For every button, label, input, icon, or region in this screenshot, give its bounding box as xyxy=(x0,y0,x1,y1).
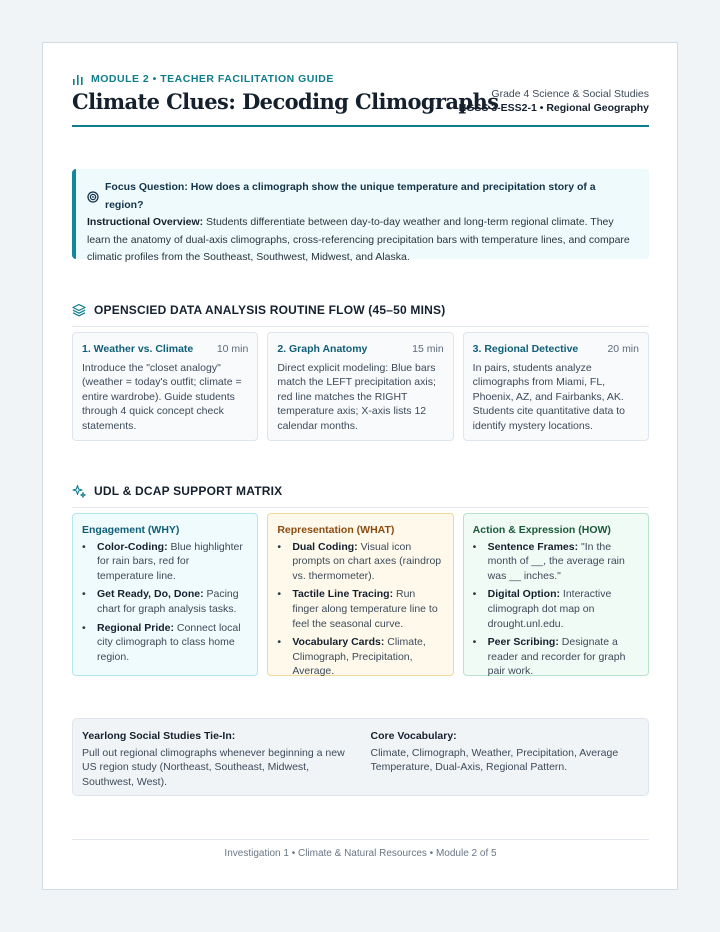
eyebrow-text: MODULE 2 • TEACHER FACILITATION GUIDE xyxy=(91,73,334,85)
list-item xyxy=(277,587,443,631)
item-label: Color-Coding: xyxy=(97,540,168,553)
item-text: Connect local city climograph to class home region. xyxy=(97,621,241,663)
udl-engagement-column xyxy=(72,513,258,676)
instructional-overview xyxy=(87,214,637,267)
udl-heading-text: UDL & DCAP SUPPORT MATRIX xyxy=(94,484,283,498)
list-item xyxy=(473,540,639,584)
card-text: In pairs, students analyze climographs from Miami, FL, Phoenix, AZ, and Fairbanks, AK. Students cite quantitative data to identify mystery locations. xyxy=(472,361,626,432)
layers-icon xyxy=(72,303,86,317)
card-title: 1. Weather vs. Climate xyxy=(82,343,194,355)
routine-card xyxy=(267,332,453,441)
focus-question-text: Focus Question: How does a climograph show the unique temperature and precipitation story of a region? xyxy=(105,181,596,211)
list-item xyxy=(277,540,443,584)
routine-card xyxy=(72,332,258,441)
page-header xyxy=(72,71,649,127)
module-eyebrow xyxy=(72,73,334,85)
page-title: Climate Clues: Decoding Climographs xyxy=(72,89,499,114)
item-text: Run finger along temperature line to feel the seasonal curve. xyxy=(292,588,438,630)
item-text: Blue highlighter for rain bars, red for temperature line. xyxy=(97,540,243,582)
tie-in-box xyxy=(72,718,649,796)
card-text: Introduce the "closet analogy" (weather = today's outfit; climate = entire wardrobe). Guide students through 4 quick concept check statements. xyxy=(82,361,242,432)
card-title: 2. Graph Anatomy xyxy=(277,343,368,355)
grade-label: Grade 4 Science & Social Studies xyxy=(491,88,649,100)
column-title: Action & Expression (HOW) xyxy=(472,524,611,536)
page-footer: Investigation 1 • Climate & Natural Resources • Module 2 of 5 xyxy=(72,839,649,859)
routine-cards xyxy=(72,332,649,441)
item-label: Dual Coding: xyxy=(292,540,358,553)
item-text: Visual icon prompts on chart axes (raindrop vs. thermometer). xyxy=(292,540,442,582)
udl-matrix xyxy=(72,513,649,676)
list-item xyxy=(82,587,248,616)
vocabulary-text: Climate, Climograph, Weather, Precipitation, Average Temperature, Dual-Axis, Regional Pattern. xyxy=(370,746,619,774)
routine-heading-text: OPENSCIED DATA ANALYSIS ROUTINE FLOW (45–50 MINS) xyxy=(94,303,446,317)
column-title: Representation (WHAT) xyxy=(277,524,395,536)
card-time: 20 min xyxy=(607,343,639,355)
sparkles-icon xyxy=(72,484,86,498)
target-icon xyxy=(87,191,99,203)
card-text: Direct explicit modeling: Blue bars match the LEFT precipitation axis; red line matches the RIGHT temperature axis; X-axis lists 12 calendar months. xyxy=(277,361,436,432)
item-label: Sentence Frames: xyxy=(487,540,579,553)
overview-text: Students differentiate between day-to-day weather and long-term regional climate. They learn the anatomy of dual-axis climographs, cross-referencing precipitation bars with temperature lines, and compare climatic profiles from the Southeast, Southwest, Midwest, and Alaska. xyxy=(87,216,630,263)
column-title: Engagement (WHY) xyxy=(82,524,180,536)
list-item xyxy=(82,540,248,584)
tie-in-text: Pull out regional climographs whenever beginning a new US region study (Northeast, Southeast, Midwest, Southwest, West). xyxy=(82,746,345,788)
udl-action-column xyxy=(463,513,649,676)
list-item xyxy=(473,635,639,679)
item-label: Peer Scribing: xyxy=(487,636,559,649)
item-label: Vocabulary Cards: xyxy=(292,636,385,649)
item-text: "In the month of __, the average rain was __ inches." xyxy=(487,540,625,582)
focus-question xyxy=(87,179,637,214)
overview-label: Instructional Overview: xyxy=(87,216,204,228)
item-text: Pacing chart for graph analysis tasks. xyxy=(97,588,239,615)
card-time: 10 min xyxy=(216,343,249,355)
item-text: Climate, Climograph, Precipitation, Average. xyxy=(292,636,426,678)
udl-heading xyxy=(72,484,649,508)
card-title: 3. Regional Detective xyxy=(472,343,579,355)
guide-page xyxy=(42,42,678,890)
item-label: Regional Pride: xyxy=(97,621,175,634)
standards-label: NGSS 3-ESS2-1 • Regional Geography xyxy=(458,102,649,114)
bar-chart-icon xyxy=(72,73,84,85)
routine-heading xyxy=(72,303,649,327)
item-label: Digital Option: xyxy=(487,588,560,601)
vocabulary-section xyxy=(371,729,640,795)
item-label: Tactile Line Tracing: xyxy=(292,588,394,601)
list-item xyxy=(277,635,443,679)
focus-box xyxy=(72,169,649,263)
header-meta xyxy=(459,87,649,115)
tie-in-section xyxy=(82,729,351,795)
item-text: Interactive climograph dot map on drought.unl.edu. xyxy=(487,588,612,630)
list-item xyxy=(82,621,248,665)
item-label: Get Ready, Do, Done: xyxy=(97,588,204,601)
routine-card xyxy=(463,332,649,441)
vocabulary-title: Core Vocabulary: xyxy=(370,730,457,742)
udl-representation-column xyxy=(267,513,453,676)
item-text: Designate a reader and recorder for graph pair work. xyxy=(487,636,626,678)
tie-in-title: Yearlong Social Studies Tie-In: xyxy=(82,730,236,742)
card-time: 15 min xyxy=(412,343,444,355)
list-item xyxy=(473,587,639,631)
